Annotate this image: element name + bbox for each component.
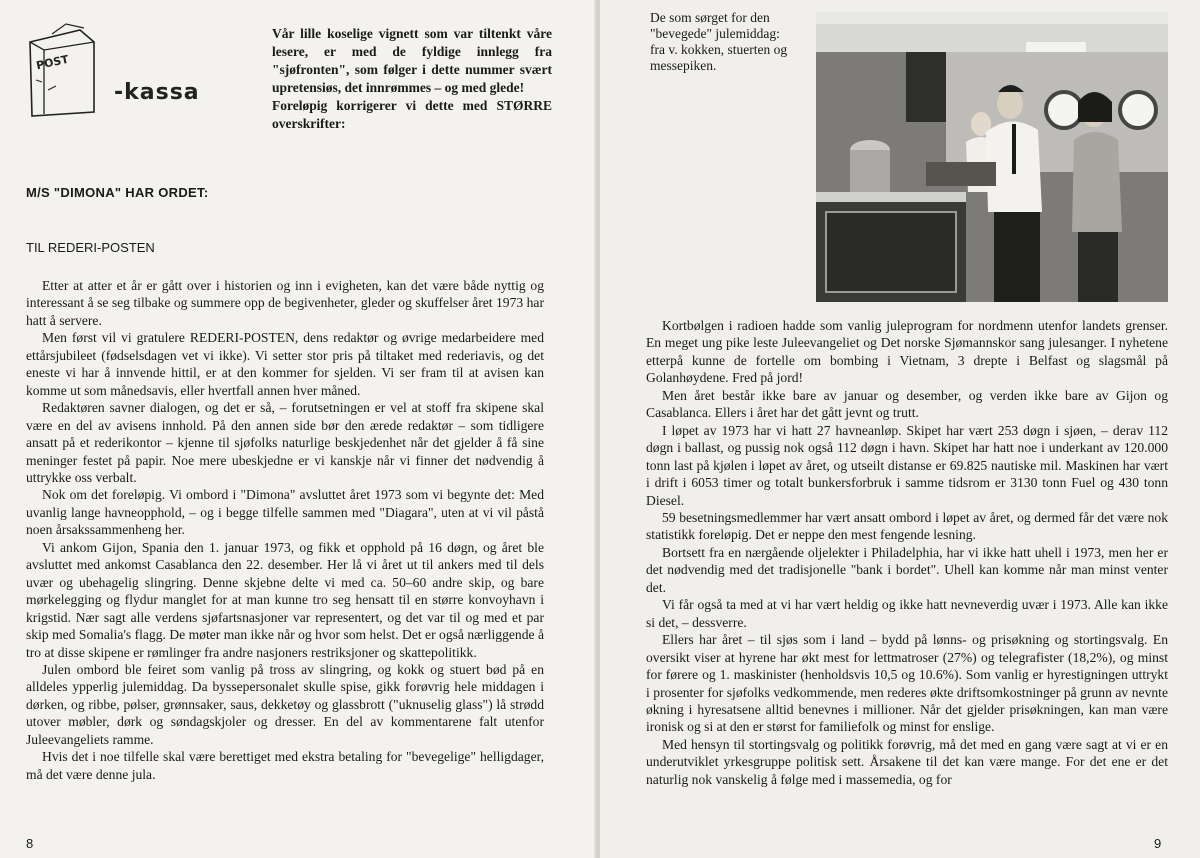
intro-paragraph: Foreløpig korrigerer vi dette med STØRRE overskrifter:: [272, 98, 552, 131]
paragraph: Men året består ikke bare av januar og desember, og verden ikke bare av Gijon og Casablanca. Ellers i året har det gått jevnt og trutt.: [646, 387, 1168, 421]
left-page: [0, 0, 596, 858]
galley-photo: [816, 12, 1168, 302]
paragraph: Redaktøren savner dialogen, og det er så, – forutsetningen er vel at stoff fra skipene skal være en del av avisens innhold. På den annen side bør den ærede redaktør – som tidligere ansatt på et rederikontor – kjenne til sjøfolks naturlige beskjedenhet når det gjelder å få sine meninger festet på papir. Noe mere ubeskjedne er vi kanskje når vi finner det nødvendig å uttrykke oss verbalt.: [26, 400, 544, 485]
paragraph: Etter at atter et år er gått over i historien og inn i evigheten, kan det være både nyttig og interessant å se seg tilbake og summere opp de begivenheter, gleder og skuffelser året 1973 har hatt å servere.: [26, 278, 544, 328]
kassa-label: -kassa: [114, 80, 200, 105]
paragraph: Men først vil vi gratulere REDERI-POSTEN, dens redaktør og øvrige medarbeidere med ettårsjubileet (fødselsdagen vet vi ikke). Vi setter stor pris på tiltaket med rederiavis, og det eneste vi har å innvende hittil, er at den kommer for sjelden. Vi ser fram til at avisen kan komme ut som månedsavis, eller hvertfall annen hver måned.: [26, 330, 544, 398]
paragraph: Julen ombord ble feiret som vanlig på tross av slingring, og kokk og stuert bød på en alldeles ypperlig julemiddag. Da byssepersonalet skulle spise, gikk forøvrig hele middagen i dørken, og ribbe, pølser, grønnsaker, saus, dekketøy og glassbrott ("uknuselig glass") lå strødd utover møbler, dørk og søndagskjoler og dresser. En del av kommentarene falt utenfor Juleevangeliets ramme.: [26, 661, 544, 747]
mailbox-icon: [22, 20, 112, 120]
page-number-left: 8: [26, 836, 34, 851]
article-heading: M/S "DIMONA" HAR ORDET:: [26, 185, 209, 200]
left-body-text: [26, 277, 544, 783]
paragraph: Ellers har året – til sjøs som i land – bydd på lønns- og prisøkning og stortingsvalg. En oversikt viser at hyrene har økt mest for lettmatroser (27%) og telegrafister (18,2%), og minst for førere og 1. maskinister (henholdsvis 10,5 og 10.6%). Som vanlig er hyrestigningen uttrykt i prosenter for sjøfolks vedkommende, men rederes økte driftsomkostninger på grunn av nevnte økning i hyresatsene alltid benevnes i millioner. Når det gjelder prisøkningen, kan man være ironisk og si at den er størst for familiefolk og minst for enslige.: [646, 632, 1168, 735]
paragraph: Vi ankom Gijon, Spania den 1. januar 1973, og fikk et opphold på 16 døgn, og året ble avsluttet med ankomst Casablanca den 22. desember. Her lå vi året ut til ankers med til dels uvær og ubehagelig slingring. Denne skjebne delte vi med ca. 50–60 andre skip, og bare mørkelegging og flydur manglet for at man kunne tro seg hensatt til en større konvoyhavn i krigstid. Nær sagt alle verdens sjøfartsnasjoner var representert, og det var til og med et par skip med Somalia's flagg. De møter man ikke når og hvor som helst. Det er også nærliggende å tro at disse skipene er rømlinger fra andre nasjoners restriksjoner og skattepolitikk.: [26, 539, 544, 660]
paragraph: Vi får også ta med at vi har vært heldig og ikke hatt nevneverdig uvær i 1973. Alle kan ikke si det, – dessverre.: [646, 597, 1168, 630]
paragraph: 59 besetningsmedlemmer har vært ansatt ombord i løpet av året, og dermed får det være nok statistikk foreløpig. Det er neppe den mest fengende lesning.: [646, 509, 1168, 543]
intro-paragraph: Vår lille koselige vignett som var tiltenkt våre lesere, er med de fyldige innlegg fra "sjøfronten", som følger i dette nummer svært upretensiøs, det innrømmes – og med glede!: [272, 26, 552, 95]
right-body-text: [646, 317, 1168, 788]
paragraph: Bortsett fra en nærgående oljelekter i Philadelphia, har vi ikke hatt uhell i 1973, men her er det nødvendig med det tradisjonelle "bank i bordet". Uhell kan komme når man minst venter det.: [646, 544, 1168, 595]
paragraph: Kortbølgen i radioen hadde som vanlig juleprogram for nordmenn utenfor landets grenser. En meget ung pike leste Juleevangeliet og Det norske Sjømannskor sang julesanger. I nyhetene etterpå kunne de fortelle om bombing i Vietnam, 3 drepte i Belfast og slagsmål på Golanhøydene. Fred på jord!: [646, 318, 1168, 386]
post-kassa-logo: [22, 20, 252, 120]
paragraph: I løpet av 1973 har vi hatt 27 havneanløp. Skipet har vært 253 døgn i sjøen, – derav 112 døgn i ballast, og pussig nok også 112 døgn i havn. Skipet har hatt noe i underkant av 120.000 tonn last på kjølen i løpet av året, og utseilt distanse er 69.825 nautiske mil. Maskinen har vært i drift i 6053 timer og totalt bunkersforbruk i samme tidsrom er 3130 tonn Fuel og 430 tonn Diesel.: [646, 422, 1168, 508]
paragraph: Nok om det foreløpig. Vi ombord i "Dimona" avsluttet året 1973 som vi begynte det: Med uvanlig lange havneopphold, – og i begge tilfelle sammen med "Diagara", uten at vi vil påstå noen årsakssammenheng her.: [26, 487, 544, 538]
right-page: [600, 0, 1200, 858]
page-number-right: 9: [1154, 836, 1162, 851]
photo-caption: De som sørget for den "bevegede" julemiddag: fra v. kokken, stuerten og messepiken.: [650, 10, 788, 73]
paragraph: Hvis det i noe tilfelle skal være berettiget med ekstra betaling for "bevegelige" helligdager, må det være denne jula.: [26, 749, 544, 782]
paragraph: Med hensyn til stortingsvalg og politikk forøvrig, må det med en gang være sagt at vi er en underutviklet yrkesgruppe politisk sett. Årsakene til det kan være mange. For det ene er det naturlig nok vanskelig å følge med i massemedia, og for: [646, 736, 1168, 787]
article-subheading: TIL REDERI-POSTEN: [26, 240, 155, 255]
intro-text: [272, 25, 552, 133]
post-label: POST: [35, 52, 70, 73]
